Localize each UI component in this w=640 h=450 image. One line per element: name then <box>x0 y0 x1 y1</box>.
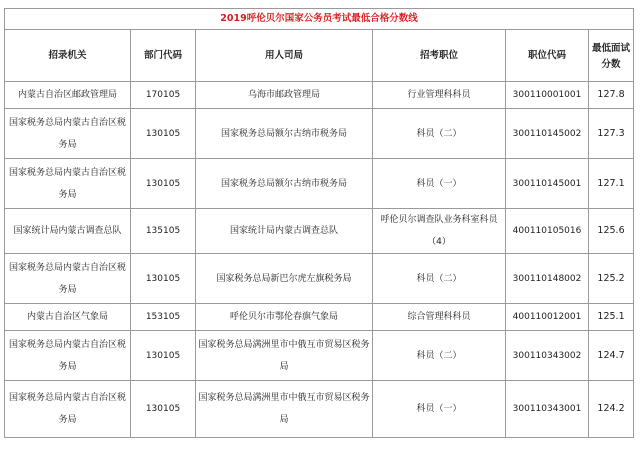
cell-dept-code: 130105 <box>131 254 196 304</box>
col-header-position-code: 职位代码 <box>506 30 589 82</box>
cell-position: 科员（二） <box>373 109 506 159</box>
cell-position-code: 300110145002 <box>506 109 589 159</box>
cell-dept-code: 130105 <box>131 159 196 209</box>
cell-dept-code: 130105 <box>131 381 196 438</box>
table-title: 2019呼伦贝尔国家公务员考试最低合格分数线 <box>5 9 634 30</box>
cell-agency: 内蒙古自治区邮政管理局 <box>5 82 131 109</box>
cell-score: 125.6 <box>589 209 634 254</box>
col-header-bureau: 用人司局 <box>196 30 373 82</box>
cell-bureau: 乌海市邮政管理局 <box>196 82 373 109</box>
cell-dept-code: 170105 <box>131 82 196 109</box>
header-row <box>5 30 634 82</box>
cell-score: 124.7 <box>589 331 634 381</box>
table-row <box>5 159 634 209</box>
cell-position-code: 300110148002 <box>506 254 589 304</box>
cell-position-code: 300110145001 <box>506 159 589 209</box>
cell-dept-code: 135105 <box>131 209 196 254</box>
cell-position-code: 300110343001 <box>506 381 589 438</box>
col-header-agency: 招录机关 <box>5 30 131 82</box>
cell-position: 科员（一） <box>373 381 506 438</box>
cell-agency: 国家税务总局内蒙古自治区税务局 <box>5 381 131 438</box>
table-row <box>5 381 634 438</box>
cell-position-code: 300110343002 <box>506 331 589 381</box>
cell-agency: 国家税务总局内蒙古自治区税务局 <box>5 254 131 304</box>
cell-agency: 国家税务总局内蒙古自治区税务局 <box>5 159 131 209</box>
table-row <box>5 304 634 331</box>
cell-dept-code: 153105 <box>131 304 196 331</box>
cell-bureau: 国家税务总局额尔古纳市税务局 <box>196 109 373 159</box>
table-row <box>5 109 634 159</box>
table-row <box>5 209 634 254</box>
table-row <box>5 331 634 381</box>
cell-position: 科员（二） <box>373 254 506 304</box>
table-row <box>5 254 634 304</box>
cell-bureau: 国家税务总局满洲里市中俄互市贸易区税务局 <box>196 381 373 438</box>
score-table <box>4 8 634 438</box>
cell-position: 呼伦贝尔调查队业务科室科员（4） <box>373 209 506 254</box>
cell-agency: 国家税务总局内蒙古自治区税务局 <box>5 109 131 159</box>
cell-bureau: 国家税务总局额尔古纳市税务局 <box>196 159 373 209</box>
table-row <box>5 82 634 109</box>
col-header-dept-code: 部门代码 <box>131 30 196 82</box>
cell-bureau: 国家统计局内蒙古调查总队 <box>196 209 373 254</box>
cell-position: 科员（一） <box>373 159 506 209</box>
cell-agency: 国家税务总局内蒙古自治区税务局 <box>5 331 131 381</box>
cell-score: 127.1 <box>589 159 634 209</box>
cell-dept-code: 130105 <box>131 331 196 381</box>
cell-agency: 国家统计局内蒙古调查总队 <box>5 209 131 254</box>
cell-dept-code: 130105 <box>131 109 196 159</box>
cell-bureau: 呼伦贝尔市鄂伦春旗气象局 <box>196 304 373 331</box>
cell-position: 行业管理科科员 <box>373 82 506 109</box>
cell-agency: 内蒙古自治区气象局 <box>5 304 131 331</box>
cell-bureau: 国家税务总局新巴尔虎左旗税务局 <box>196 254 373 304</box>
cell-position-code: 400110012001 <box>506 304 589 331</box>
cell-score: 125.2 <box>589 254 634 304</box>
cell-position: 科员（二） <box>373 331 506 381</box>
cell-position: 综合管理科科员 <box>373 304 506 331</box>
cell-position-code: 400110105016 <box>506 209 589 254</box>
cell-score: 127.8 <box>589 82 634 109</box>
col-header-position: 招考职位 <box>373 30 506 82</box>
cell-score: 125.1 <box>589 304 634 331</box>
cell-score: 127.3 <box>589 109 634 159</box>
col-header-score: 最低面试分数 <box>589 30 634 82</box>
cell-score: 124.2 <box>589 381 634 438</box>
cell-position-code: 300110001001 <box>506 82 589 109</box>
cell-bureau: 国家税务总局满洲里市中俄互市贸易区税务局 <box>196 331 373 381</box>
